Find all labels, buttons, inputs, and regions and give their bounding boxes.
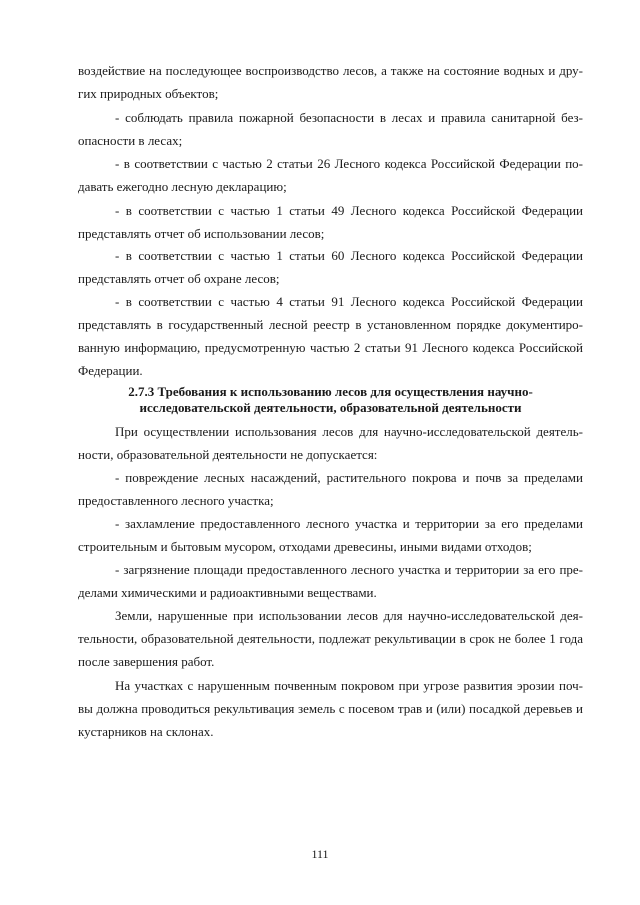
- paragraph-line: ности, образовательной деятельности не допускается:: [78, 447, 378, 462]
- paragraph-line: - захламление предоставленного лесного участка и территории за его пределами: [115, 516, 583, 531]
- section-heading: исследовательской деятельности, образовательной деятельности: [139, 400, 522, 415]
- paragraph-line: - загрязнение площади предоставленного лесного участка и территории за его пре-: [115, 562, 583, 577]
- paragraph-line: представлять отчет об охране лесов;: [78, 271, 280, 286]
- paragraph-line: - в соответствии с частью 1 статьи 49 Лесного кодекса Российской Федерации: [115, 203, 583, 218]
- paragraph-line: строительным и бытовым мусором, отходами древесины, иными видами отходов;: [78, 539, 532, 554]
- paragraph-line: после завершения работ.: [78, 654, 215, 669]
- paragraph-line: На участках с нарушенным почвенным покровом при угрозе развития эрозии поч-: [115, 678, 583, 693]
- paragraph-line: Земли, нарушенные при использовании лесов для научно-исследовательской дея-: [115, 608, 583, 623]
- paragraph-line: предоставленного лесного участка;: [78, 493, 274, 508]
- paragraph-line: - соблюдать правила пожарной безопасности в лесах и правила санитарной без-: [115, 110, 583, 125]
- paragraph-line: - повреждение лесных насаждений, растительного покрова и почв за пределами: [115, 470, 583, 485]
- paragraph-line: - в соответствии с частью 2 статьи 26 Лесного кодекса Российской Федерации по-: [115, 156, 583, 171]
- paragraph-line: Федерации.: [78, 363, 143, 378]
- paragraph-line: опасности в лесах;: [78, 133, 183, 148]
- section-heading: 2.7.3 Требования к использованию лесов для осуществления научно-: [128, 384, 533, 399]
- paragraph-line: вы должна проводиться рекультивация земель с посевом трав и (или) посадкой деревьев и: [78, 701, 583, 716]
- page-number: 111: [311, 847, 329, 861]
- paragraph-line: тельности, образовательной деятельности, подлежат рекультивации в срок не более 1 года: [78, 631, 583, 646]
- paragraph-line: представлять в государственный лесной реестр в установленном порядке документиро-: [78, 317, 583, 332]
- paragraph-line: кустарников на склонах.: [78, 724, 214, 739]
- paragraph-line: воздействие на последующее воспроизводство лесов, а также на состояние водных и дру-: [78, 63, 583, 78]
- paragraph-line: - в соответствии с частью 1 статьи 60 Лесного кодекса Российской Федерации: [115, 248, 583, 263]
- paragraph-line: - в соответствии с частью 4 статьи 91 Лесного кодекса Российской Федерации: [115, 294, 583, 309]
- paragraph-line: представлять отчет об использовании лесов;: [78, 226, 325, 241]
- paragraph-line: давать ежегодно лесную декларацию;: [78, 179, 287, 194]
- paragraph-line: ванную информацию, предусмотренную частью 2 статьи 91 Лесного кодекса Российской: [78, 340, 583, 355]
- paragraph-line: гих природных объектов;: [78, 86, 219, 101]
- paragraph-line: При осуществлении использования лесов для научно-исследовательской деятель-: [115, 424, 583, 439]
- paragraph-line: делами химическими и радиоактивными веществами.: [78, 585, 377, 600]
